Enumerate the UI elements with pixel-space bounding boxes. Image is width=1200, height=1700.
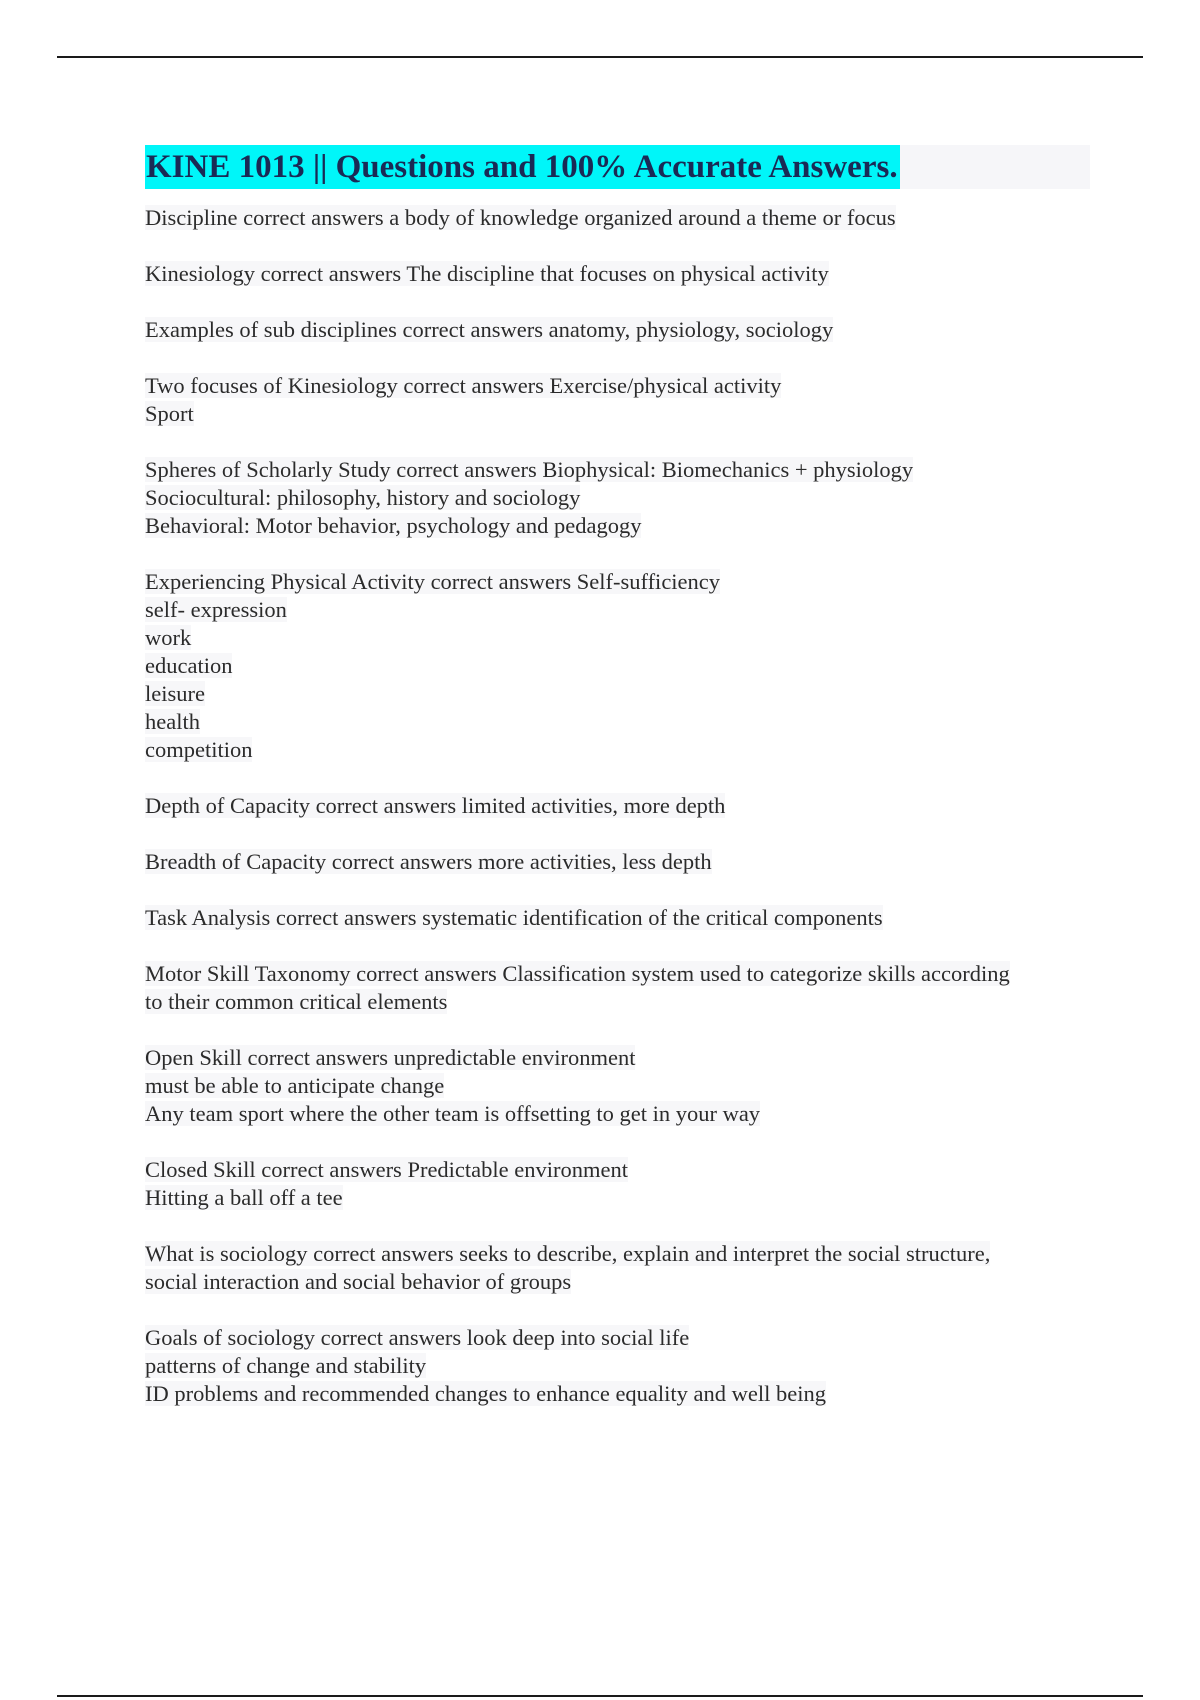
qa-question-line <box>145 568 1090 596</box>
qa-text: work <box>145 625 192 650</box>
qa-text: Closed Skill correct answers Predictable environment <box>145 1157 628 1182</box>
qa-question-line <box>145 848 1090 876</box>
qa-text: Sociocultural: philosophy, history and sociology <box>145 485 581 510</box>
qa-text: Sport <box>145 401 194 426</box>
qa-entry <box>145 204 1090 232</box>
qa-text: Open Skill correct answers unpredictable environment <box>145 1045 636 1070</box>
page-top-rule <box>57 56 1143 58</box>
qa-text: Kinesiology correct answers The discipline that focuses on physical activity <box>145 261 829 286</box>
qa-answer-line <box>145 596 1090 624</box>
qa-text: Hitting a ball off a tee <box>145 1185 343 1210</box>
qa-text: health <box>145 709 200 734</box>
qa-text: social interaction and social behavior of groups <box>145 1269 572 1294</box>
qa-answer-line <box>145 1072 1090 1100</box>
qa-text: Examples of sub disciplines correct answers anatomy, physiology, sociology <box>145 317 834 342</box>
qa-answer-line <box>145 400 1090 428</box>
qa-question-line <box>145 1324 1090 1352</box>
qa-question-line <box>145 1240 1090 1268</box>
qa-answer-line <box>145 512 1090 540</box>
qa-answer-line <box>145 988 1090 1016</box>
qa-entry <box>145 1240 1090 1296</box>
qa-entry <box>145 372 1090 428</box>
qa-text: What is sociology correct answers seeks to describe, explain and interpret the social structure, <box>145 1241 991 1266</box>
qa-answer-line <box>145 736 1090 764</box>
qa-question-line <box>145 260 1090 288</box>
qa-text: self- expression <box>145 597 287 622</box>
qa-entry <box>145 316 1090 344</box>
qa-text: Depth of Capacity correct answers limited activities, more depth <box>145 793 726 818</box>
qa-entry <box>145 260 1090 288</box>
qa-question-line <box>145 792 1090 820</box>
document-title: KINE 1013 || Questions and 100% Accurate Answers. <box>145 145 900 189</box>
qa-text: Experiencing Physical Activity correct answers Self-sufficiency <box>145 569 721 594</box>
qa-entry <box>145 568 1090 764</box>
qa-answer-line <box>145 1100 1090 1128</box>
qa-text: Task Analysis correct answers systematic identification of the critical components <box>145 905 883 930</box>
qa-question-line <box>145 904 1090 932</box>
qa-question-line <box>145 372 1090 400</box>
qa-question-line <box>145 456 1090 484</box>
qa-entry <box>145 1324 1090 1408</box>
qa-answer-line <box>145 708 1090 736</box>
qa-text: Goals of sociology correct answers look deep into social life <box>145 1325 690 1350</box>
qa-question-line <box>145 316 1090 344</box>
qa-text: Two focuses of Kinesiology correct answers Exercise/physical activity <box>145 373 782 398</box>
document-body <box>145 145 1090 1436</box>
qa-question-line <box>145 1156 1090 1184</box>
qa-text: must be able to anticipate change <box>145 1073 445 1098</box>
qa-entry <box>145 1156 1090 1212</box>
title-bar <box>145 145 1090 189</box>
qa-text: Spheres of Scholarly Study correct answers Biophysical: Biomechanics + physiology <box>145 457 914 482</box>
qa-text: Behavioral: Motor behavior, psychology and pedagogy <box>145 513 642 538</box>
qa-text: to their common critical elements <box>145 989 448 1014</box>
qa-question-line <box>145 204 1090 232</box>
qa-entry <box>145 960 1090 1016</box>
qa-text: education <box>145 653 233 678</box>
qa-answer-line <box>145 484 1090 512</box>
qa-answer-line <box>145 680 1090 708</box>
qa-question-line <box>145 1044 1090 1072</box>
qa-text: Motor Skill Taxonomy correct answers Classification system used to categorize skills according <box>145 961 1010 986</box>
qa-text: competition <box>145 737 253 762</box>
qa-entry <box>145 792 1090 820</box>
qa-list <box>145 204 1090 1408</box>
qa-entry <box>145 848 1090 876</box>
qa-text: leisure <box>145 681 205 706</box>
qa-answer-line <box>145 624 1090 652</box>
qa-answer-line <box>145 1184 1090 1212</box>
qa-question-line <box>145 960 1090 988</box>
qa-entry <box>145 904 1090 932</box>
qa-text: Breadth of Capacity correct answers more activities, less depth <box>145 849 712 874</box>
qa-entry <box>145 456 1090 540</box>
qa-answer-line <box>145 1268 1090 1296</box>
qa-text: ID problems and recommended changes to enhance equality and well being <box>145 1381 827 1406</box>
qa-answer-line <box>145 652 1090 680</box>
qa-text: Any team sport where the other team is offsetting to get in your way <box>145 1101 761 1126</box>
qa-text: Discipline correct answers a body of knowledge organized around a theme or focus <box>145 205 896 230</box>
qa-answer-line <box>145 1380 1090 1408</box>
page-bottom-rule <box>57 1695 1143 1697</box>
qa-entry <box>145 1044 1090 1128</box>
qa-answer-line <box>145 1352 1090 1380</box>
qa-text: patterns of change and stability <box>145 1353 427 1378</box>
